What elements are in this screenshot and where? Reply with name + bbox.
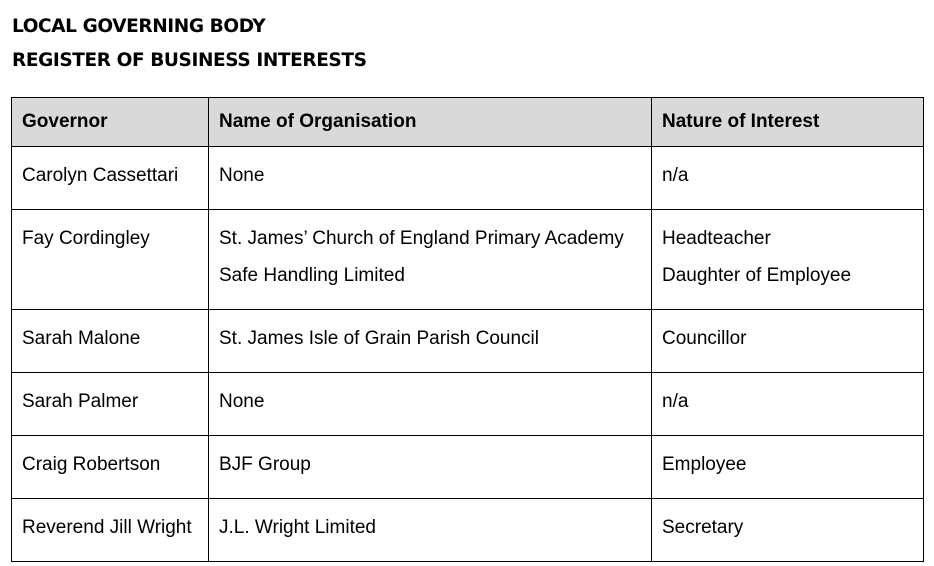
interest-nature: n/a: [662, 165, 689, 186]
governor-cell: [12, 310, 209, 373]
document-header: [12, 12, 367, 80]
interest-nature: Daughter of Employee: [662, 265, 852, 286]
table-row: [12, 147, 924, 210]
governor-name: Fay Cordingley: [22, 228, 150, 249]
header-organisation: Name of Organisation: [209, 98, 652, 147]
interest-cell: [652, 436, 924, 499]
table-row: [12, 436, 924, 499]
business-interests-table: [11, 97, 924, 562]
organisation-cell: [209, 210, 652, 310]
organisation-name: J.L. Wright Limited: [219, 517, 376, 538]
governor-cell: [12, 210, 209, 310]
table-row: [12, 373, 924, 436]
organisation-name: St. James Isle of Grain Parish Council: [219, 328, 539, 349]
governor-cell: [12, 373, 209, 436]
organisation-cell: [209, 310, 652, 373]
document-title: LOCAL GOVERNING BODY: [12, 16, 266, 37]
interest-cell: [652, 147, 924, 210]
interest-nature: Councillor: [662, 328, 747, 349]
table-row: [12, 499, 924, 562]
governor-name: Sarah Malone: [22, 328, 141, 349]
header-governor: Governor: [12, 98, 209, 147]
interest-cell: [652, 499, 924, 562]
table-header-row: [12, 98, 924, 147]
interest-nature: Employee: [662, 454, 747, 475]
interest-cell: [652, 210, 924, 310]
governor-name: Craig Robertson: [22, 454, 161, 475]
governor-name: Reverend Jill Wright: [22, 517, 192, 538]
governor-cell: [12, 147, 209, 210]
table-row: [12, 310, 924, 373]
organisation-name: St. James’ Church of England Primary Academy: [219, 228, 624, 249]
governor-name: Sarah Palmer: [22, 391, 139, 412]
interest-cell: [652, 310, 924, 373]
interest-nature: n/a: [662, 391, 689, 412]
organisation-cell: [209, 499, 652, 562]
governor-cell: [12, 499, 209, 562]
organisation-name: Safe Handling Limited: [219, 265, 405, 286]
organisation-cell: [209, 436, 652, 499]
interest-cell: [652, 373, 924, 436]
table-row: [12, 210, 924, 310]
organisation-name: BJF Group: [219, 454, 311, 475]
organisation-name: None: [219, 391, 265, 412]
governor-name: Carolyn Cassettari: [22, 165, 179, 186]
organisation-cell: [209, 373, 652, 436]
interest-nature: Secretary: [662, 517, 744, 538]
governor-cell: [12, 436, 209, 499]
header-interest: Nature of Interest: [652, 98, 924, 147]
organisation-name: None: [219, 165, 265, 186]
document-subtitle: REGISTER OF BUSINESS INTERESTS: [12, 50, 367, 71]
organisation-cell: [209, 147, 652, 210]
interest-nature: Headteacher: [662, 228, 771, 249]
